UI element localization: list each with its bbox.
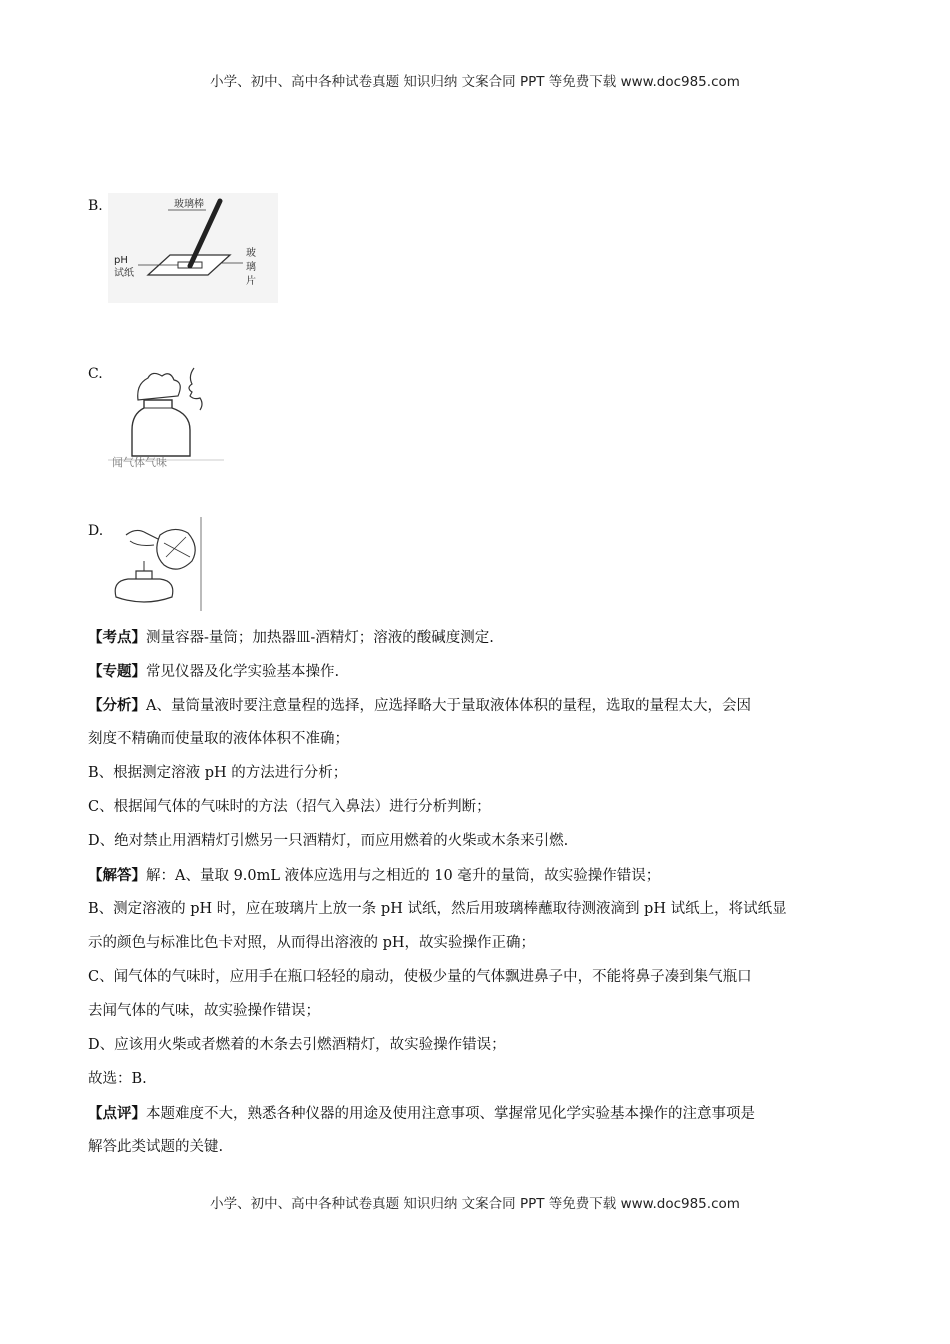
dianping-text-1: 本题难度不大，熟悉各种仪器的用途及使用注意事项、掌握常见化学实验基本操作的注意事项是 <box>146 1106 755 1122</box>
fenxi-text-1: A、量筒量液时要注意量程的选择，应选择略大于量取液体体积的量程，选取的量程太大，会因 <box>146 698 751 714</box>
jieda-answer: 故选：B. <box>88 1071 147 1087</box>
option-d-figure <box>108 517 202 611</box>
page-footer: 小学、初中、高中各种试卷真题 知识归纳 文案合同 PPT 等免费下载 www.doc985.com <box>210 1196 740 1212</box>
jieda-line-a <box>88 859 863 893</box>
fenxi-line-c: C、根据闻气体的气味时的方法（招气入鼻法）进行分析判断； <box>88 799 491 815</box>
dianping-line-2: 解答此类试题的关键. <box>88 1139 224 1155</box>
jieda-tag: 【解答】 <box>88 867 146 884</box>
dianping-line-1 <box>88 1097 863 1131</box>
ph-paper-label-2: 试纸 <box>114 268 134 279</box>
ph-paper-label-1: pH <box>114 255 128 266</box>
jieda-line-c2: 去闻气体的气味，故实验操作错误； <box>88 1003 320 1019</box>
option-c-label: C. <box>88 366 103 382</box>
option-b-figure <box>108 193 278 303</box>
option-b-label: B. <box>88 198 103 214</box>
jieda-line-d: D、应该用火柴或者燃着的木条去引燃酒精灯，故实验操作错误； <box>88 1037 506 1053</box>
fenxi-line-b: B、根据测定溶液 pH 的方法进行分析； <box>88 765 348 781</box>
option-c-caption: 闻气体气味 <box>112 456 167 468</box>
option-d-label: D. <box>88 523 104 539</box>
kaodian-line <box>88 621 863 655</box>
dianping-tag: 【点评】 <box>88 1105 146 1122</box>
glass-rod-label: 玻璃棒 <box>174 199 204 210</box>
fenxi-tag: 【分析】 <box>88 697 146 714</box>
kaodian-tag: 【考点】 <box>88 629 146 646</box>
jieda-line-b2: 示的颜色与标准比色卡对照，从而得出溶液的 pH，故实验操作正确； <box>88 935 536 951</box>
glass-plate-label-2: 璃 <box>246 262 256 273</box>
kaodian-text: 测量容器-量筒；加热器皿-酒精灯；溶液的酸碱度测定. <box>146 630 494 646</box>
page-header: 小学、初中、高中各种试卷真题 知识归纳 文案合同 PPT 等免费下载 www.doc985.com <box>210 74 740 90</box>
zhuanti-line <box>88 655 863 689</box>
glass-plate-label-3: 片 <box>246 276 256 287</box>
zhuanti-tag: 【专题】 <box>88 663 146 680</box>
jieda-line-b1: B、测定溶液的 pH 时，应在玻璃片上放一条 pH 试纸，然后用玻璃棒蘸取待测液滴到 pH 试纸上，将试纸显 <box>88 901 787 917</box>
option-c-figure <box>108 360 224 468</box>
fenxi-line-d: D、绝对禁止用酒精灯引燃另一只酒精灯，而应用燃着的火柴或木条来引燃. <box>88 833 569 849</box>
fenxi-line-2: 刻度不精确而使量取的液体体积不准确； <box>88 731 349 747</box>
fenxi-line-1 <box>88 689 863 723</box>
jieda-text-a: 解：A、量取 9.0mL 液体应选用与之相近的 10 毫升的量筒，故实验操作错误； <box>146 868 661 884</box>
zhuanti-text: 常见仪器及化学实验基本操作. <box>146 664 340 680</box>
glass-plate-label-1: 玻 <box>246 248 256 259</box>
jieda-line-c1: C、闻气体的气味时，应用手在瓶口轻轻的扇动，使极少量的气体飘进鼻子中，不能将鼻子凑到集气瓶口 <box>88 969 752 985</box>
